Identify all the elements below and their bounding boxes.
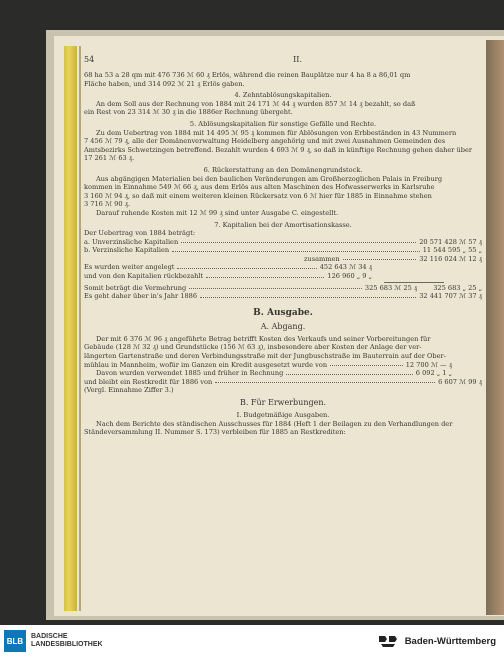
ledger-amount: 325 683 ℳ 25 ₰	[364, 283, 418, 292]
ledger-amount: 32 441 707 ℳ 37 ₰	[419, 292, 482, 301]
text-line: Amtsbezirks Schwetzingen betreffend. Bezahlt wurden 4 693 ℳ 9 ₰, so daß in künftige Rechnung gehen daher über	[84, 145, 473, 154]
text-line: Darauf ruhende Kosten mit 12 ℳ 99 ₰ sind unter Ausgabe C. eingestellt.	[96, 208, 339, 217]
ledger-amount: 11 544 595 „ 55 „	[422, 246, 482, 255]
library-name-line: LANDESBIBLIOTHEK	[31, 641, 103, 648]
coat-of-arms-icon	[377, 633, 399, 649]
section-heading: 7. Kapitalien bei der Amortisationskasse.	[214, 220, 352, 229]
ledger-label: b. Verzinsliche Kapitalien	[84, 246, 170, 255]
subsection-heading: B. Für Erwerbungen.	[239, 398, 327, 407]
ledger-row	[84, 255, 482, 264]
page-text	[84, 56, 482, 437]
text-line: Der mit 6 376 ℳ 96 ₰ angeführte Betrag betrifft Kosten des Verkaufs und seiner Vorbereitungen für	[96, 334, 431, 343]
state-brand[interactable]	[377, 633, 496, 649]
library-name-line: BADISCHE	[31, 633, 68, 640]
ledger-amount: 6 092 „ 1 „	[415, 369, 452, 378]
text-line: Zu dem Uebertrag von 1884 mit 14 495 ℳ 95 ₰ kommen für Ablösungen von Erbbeständen in 43 Nummern	[96, 128, 457, 137]
subsection-heading: A. Abgang.	[260, 321, 306, 331]
ledger-amount: 6 607 ℳ 99 ₰	[438, 377, 482, 386]
ledger-label: mühlau in Mannheim, wofür im Ganzen ein Kredit ausgesetzt wurde von	[84, 360, 328, 369]
ledger-label: a. Unverzinsliche Kapitalien	[84, 237, 179, 246]
ledger-label: Davon wurden verwendet 1885 und früher in Rechnung	[96, 369, 284, 378]
ledger-amount: 20 571 428 ℳ 57 ₰	[419, 237, 482, 246]
ledger-amount: 325 683 „ 25 „	[433, 283, 482, 292]
text-line: 7 456 ℳ 79 ₰, alle der Domänenverwaltung Heidelberg angehörig und mit zwei Ausnahmen Gemeinden des	[84, 137, 446, 146]
page-edge	[486, 40, 504, 615]
ledger-amount: 452 643 ℳ 34 ₰	[319, 263, 372, 272]
ledger-label: und bleibt ein Restkredit für 1886 von	[84, 377, 213, 386]
ledger-label: Es wurden weiter angelegt	[84, 263, 175, 272]
ledger-row	[84, 238, 482, 247]
ledger-amount: 12 700 ℳ — ₰	[405, 360, 452, 369]
ledger-row	[84, 246, 482, 255]
ledger-row	[84, 263, 482, 272]
ledger-row	[84, 361, 482, 370]
text-line: 3 160 ℳ 94 ₰, so daß mit einem weiteren kleinen Rückersatz von 6 ℳ hier für 1885 in Einnahme stehen	[84, 191, 432, 200]
text-line: Der Uebertrag von 1884 beträgt:	[84, 229, 196, 238]
text-line: 3 716 ℳ 90 ₰.	[84, 200, 130, 209]
subsection-heading: I. Budgetmäßige Ausgaben.	[236, 411, 330, 419]
text-line: Gebäude (128 ℳ 32 ₰) und Grundstücke (156 ℳ 63 ₰), insbesondere aber Kosten der Anlage der ver-	[84, 343, 422, 352]
text-line: kommen in Einnahme 549 ℳ 66 ₰, aus dem Erlös aus alten Maschinen des Hofwasserwerks in Karlsruhe	[84, 183, 435, 192]
section-heading: 6. Rückerstattung an den Domänengrundstock.	[203, 165, 363, 174]
ledger-row	[84, 292, 482, 301]
ledger-label: Es geht daher über in's Jahr 1886	[84, 292, 198, 301]
part-heading: B. Ausgabe.	[253, 307, 313, 318]
ledger-amount: 32 116 024 ℳ 12 ₰	[419, 254, 482, 263]
state-name: Baden-Württemberg	[404, 635, 496, 647]
blb-logo-icon: BLB	[4, 630, 26, 652]
section-mark: II.	[293, 55, 302, 64]
text-line: Fläche haben, und 314 092 ℳ 21 ₰ Erlös gaben.	[84, 79, 245, 88]
text-line: Aus abgängigen Materialien bei den baulichen Veränderungen am Großherzoglichen Palais in Freiburg	[96, 174, 443, 183]
section-heading: 5. Ablösungskapitalien für sonstige Gefälle und Rechte.	[189, 119, 377, 128]
text-line: 68 ha 53 a 28 qm mit 476 736 ℳ 60 ₰ Erlös, während die reinen Bauplätze nur 4 ha 8 a 86,01 qm	[84, 71, 411, 79]
library-name	[31, 633, 103, 649]
text-line: Ständeversammlung II. Nummer S. 173) verbleiben für 1885 an Restkrediten:	[84, 428, 346, 437]
ledger-row	[84, 369, 482, 378]
text-line: ein Rest von 23 314 ℳ 30 ₰ in die 1886er Rechnung übergeht.	[84, 108, 293, 117]
ledger-row	[84, 284, 482, 293]
binding-tape	[64, 46, 77, 611]
text-line: (Vergl. Einnahme Ziffer 3.)	[84, 386, 174, 395]
library-brand[interactable]	[0, 630, 103, 652]
ledger-label: Somit beträgt die Vermehrung	[84, 283, 187, 292]
gutter-rule	[79, 46, 81, 611]
text-line: An dem Soll aus der Rechnung von 1884 mit 24 171 ℳ 44 ₰ wurden 857 ℳ 14 ₰ bezahlt, so daß	[96, 99, 416, 108]
ledger-amount: 126 960 „ 9 „	[327, 272, 372, 281]
viewer-footer	[0, 625, 504, 657]
ledger-row	[84, 272, 482, 281]
text-line: längerten Gartenstraße und deren Verbindungsstraße mit der Jungbuschstraße im Bauterrain auf der Ober-	[84, 352, 446, 361]
ledger-row	[84, 378, 482, 387]
page-number: 54	[84, 55, 95, 64]
ledger-label: und von den Kapitalien rückbezahlt	[84, 272, 204, 281]
running-header	[84, 56, 482, 68]
sum-rule	[384, 282, 444, 283]
section-heading: 4. Zehntablösungskapitalien.	[234, 91, 332, 100]
text-line: Nach dem Berichte des ständischen Ausschusses für 1884 (Heft 1 der Beilagen zu den Verhandlungen der	[96, 419, 453, 428]
ledger-label: zusammen	[304, 254, 340, 263]
text-line: 17 261 ℳ 63 ₰.	[84, 154, 135, 163]
